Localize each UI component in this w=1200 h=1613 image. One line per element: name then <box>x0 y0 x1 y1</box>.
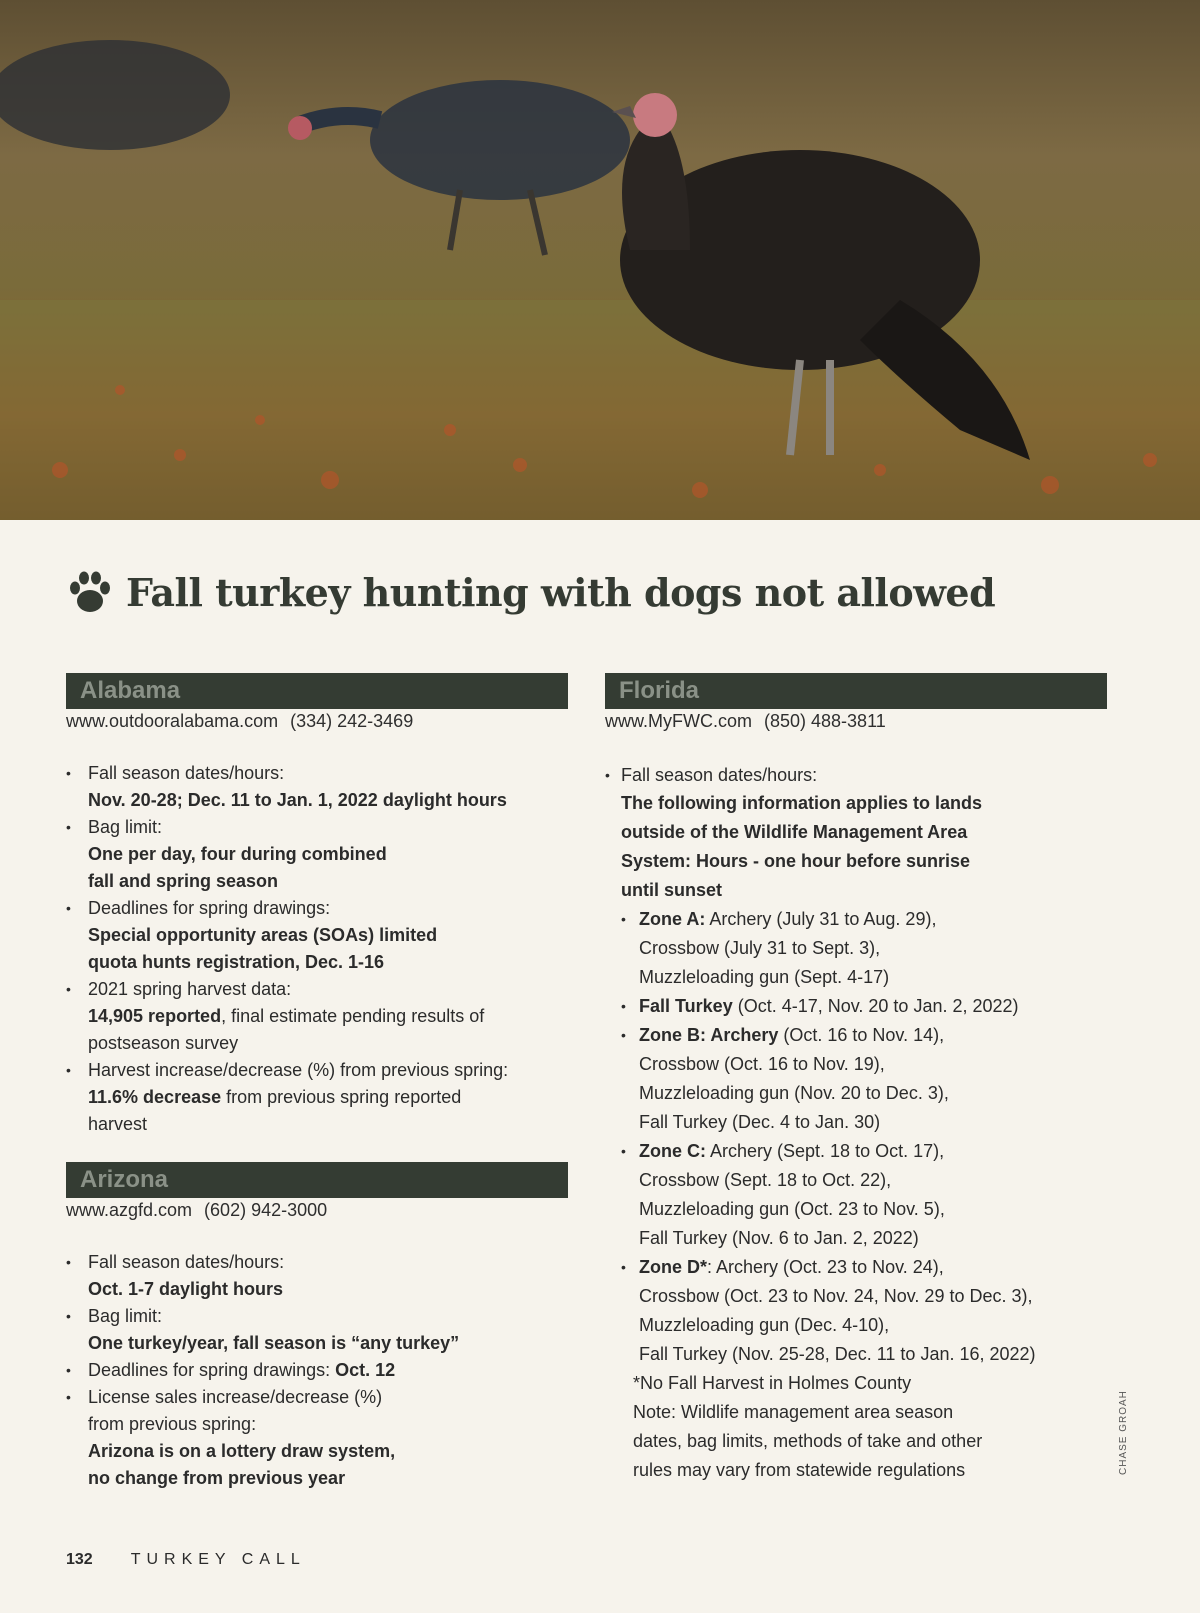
zone-text: Crossbow (July 31 to Sept. 3), <box>639 938 881 958</box>
item-value: 11.6% decrease <box>88 1087 222 1107</box>
item-label: • Fall season dates/hours: <box>621 765 818 785</box>
holmes-note: *No Fall Harvest in Holmes County <box>633 1373 912 1393</box>
item-label: • License sales increase/decrease (%) <box>88 1387 383 1407</box>
right-column <box>605 673 1107 1485</box>
florida-notes <box>605 1369 1107 1485</box>
zone-text: Muzzleloading gun (Oct. 23 to Nov. 5), <box>639 1199 945 1219</box>
turkey-photo <box>0 0 1200 520</box>
list-item <box>66 1057 568 1138</box>
zone-label: Zone D* <box>639 1257 708 1277</box>
item-text: harvest <box>88 1114 148 1134</box>
zone-text: Archery (Sept. 18 to Oct. 17), <box>706 1141 945 1161</box>
zone-b-item <box>621 1021 1107 1137</box>
paw-icon <box>66 568 114 616</box>
florida-phone: (850) 488-3811 <box>764 711 886 731</box>
alabama-details <box>66 760 568 1138</box>
item-label: • Bag limit: <box>88 817 163 837</box>
zone-c-item <box>621 1137 1107 1253</box>
list-item <box>66 895 568 976</box>
list-item <box>66 1249 568 1303</box>
item-value: quota hunts registration, Dec. 1-16 <box>88 952 385 972</box>
zone-text: Crossbow (Oct. 23 to Nov. 24, Nov. 29 to Dec. 3), <box>639 1286 1033 1306</box>
zone-d-item <box>621 1253 1107 1369</box>
arizona-contact <box>66 1200 568 1221</box>
item-label: Deadlines for spring drawings: <box>88 1360 336 1380</box>
item-text: , final estimate pending results of <box>221 1006 485 1026</box>
item-value: Oct. 12 <box>335 1360 396 1380</box>
turkey-illustration <box>0 0 1200 520</box>
list-item <box>66 1384 568 1492</box>
zone-text: : Archery (Oct. 23 to Nov. 24), <box>707 1257 944 1277</box>
list-item <box>66 976 568 1057</box>
zone-text: Fall Turkey (Nov. 25-28, Dec. 11 to Jan. 16, 2022) <box>639 1344 1036 1364</box>
page-title: Fall turkey hunting with dogs not allowed <box>126 569 996 615</box>
list-item <box>66 760 568 814</box>
zone-text: Archery (July 31 to Aug. 29), <box>705 909 937 929</box>
alabama-phone: (334) 242-3469 <box>290 711 414 731</box>
left-column <box>66 673 568 1492</box>
note-line: rules may vary from statewide regulations <box>633 1460 966 1480</box>
alabama-header: Alabama <box>66 673 568 709</box>
zone-label: Zone C: <box>639 1141 706 1161</box>
florida-info-line: outside of the Wildlife Management Area <box>621 822 968 842</box>
item-value: no change from previous year <box>88 1468 346 1488</box>
zone-label: Fall Turkey <box>639 996 733 1016</box>
zone-a-item <box>621 905 1107 992</box>
zone-label: Zone A: <box>639 909 706 929</box>
item-text: postseason survey <box>88 1033 239 1053</box>
page-footer <box>66 1551 306 1569</box>
alabama-website-link[interactable]: www.outdooralabama.com <box>66 711 279 731</box>
florida-header: Florida <box>605 673 1107 709</box>
zone-text: Muzzleloading gun (Sept. 4-17) <box>639 967 890 987</box>
item-value: Arizona is on a lottery draw system, <box>88 1441 396 1461</box>
florida-info-line: until sunset <box>621 880 723 900</box>
fall-turkey-item <box>621 992 1107 1021</box>
arizona-details <box>66 1249 568 1492</box>
page-number: 132 <box>66 1551 93 1568</box>
item-value: 14,905 reported <box>88 1006 222 1026</box>
note-line: Note: Wildlife management area season <box>633 1402 954 1422</box>
zone-text: (Oct. 4-17, Nov. 20 to Jan. 2, 2022) <box>732 996 1019 1016</box>
zone-text: Crossbow (Oct. 16 to Nov. 19), <box>639 1054 885 1074</box>
item-label: from previous spring: <box>88 1414 257 1434</box>
zone-text: Muzzleloading gun (Nov. 20 to Dec. 3), <box>639 1083 949 1103</box>
item-value: One turkey/year, fall season is “any turkey” <box>88 1333 460 1353</box>
zone-text: Muzzleloading gun (Dec. 4-10), <box>639 1315 890 1335</box>
florida-contact <box>605 711 1107 732</box>
item-label: • Fall season dates/hours: <box>88 763 285 783</box>
arizona-website-link[interactable]: www.azgfd.com <box>66 1200 193 1220</box>
item-value: fall and spring season <box>88 871 279 891</box>
alabama-contact <box>66 711 568 732</box>
list-item <box>66 814 568 895</box>
florida-info-line: The following information applies to lands <box>621 793 983 813</box>
item-value: One per day, four during combined <box>88 844 387 864</box>
florida-website-link[interactable]: www.MyFWC.com <box>605 711 752 731</box>
page-heading <box>66 568 995 616</box>
item-value: Nov. 20-28; Dec. 11 to Jan. 1, 2022 daylight hours <box>88 790 507 810</box>
item-value: Special opportunity areas (SOAs) limited <box>88 925 438 945</box>
list-item <box>66 1357 568 1384</box>
list-item <box>605 762 1107 1369</box>
florida-details <box>605 762 1107 1369</box>
note-line: dates, bag limits, methods of take and other <box>633 1431 983 1451</box>
item-label: • Fall season dates/hours: <box>88 1252 285 1272</box>
item-text: from previous spring reported <box>221 1087 462 1107</box>
item-value: Oct. 1-7 daylight hours <box>88 1279 284 1299</box>
zone-text: Crossbow (Sept. 18 to Oct. 22), <box>639 1170 892 1190</box>
zone-text: Fall Turkey (Dec. 4 to Jan. 30) <box>639 1112 881 1132</box>
item-label: • 2021 spring harvest data: <box>88 979 292 999</box>
arizona-phone: (602) 942-3000 <box>204 1200 328 1220</box>
list-item <box>66 1303 568 1357</box>
photo-credit: CHASE GROAH <box>1118 1390 1129 1475</box>
florida-zones <box>621 905 1107 1369</box>
florida-info-line: System: Hours - one hour before sunrise <box>621 851 971 871</box>
item-label: • Harvest increase/decrease (%) from previous spring: <box>88 1060 509 1080</box>
zone-label: Zone B: Archery <box>639 1025 779 1045</box>
zone-text: Fall Turkey (Nov. 6 to Jan. 2, 2022) <box>639 1228 919 1248</box>
zone-text: (Oct. 16 to Nov. 14), <box>778 1025 945 1045</box>
item-label: • Bag limit: <box>88 1306 163 1326</box>
magazine-name: TURKEY CALL <box>130 1551 306 1568</box>
arizona-header: Arizona <box>66 1162 568 1198</box>
item-label: • Deadlines for spring drawings: <box>88 898 331 918</box>
